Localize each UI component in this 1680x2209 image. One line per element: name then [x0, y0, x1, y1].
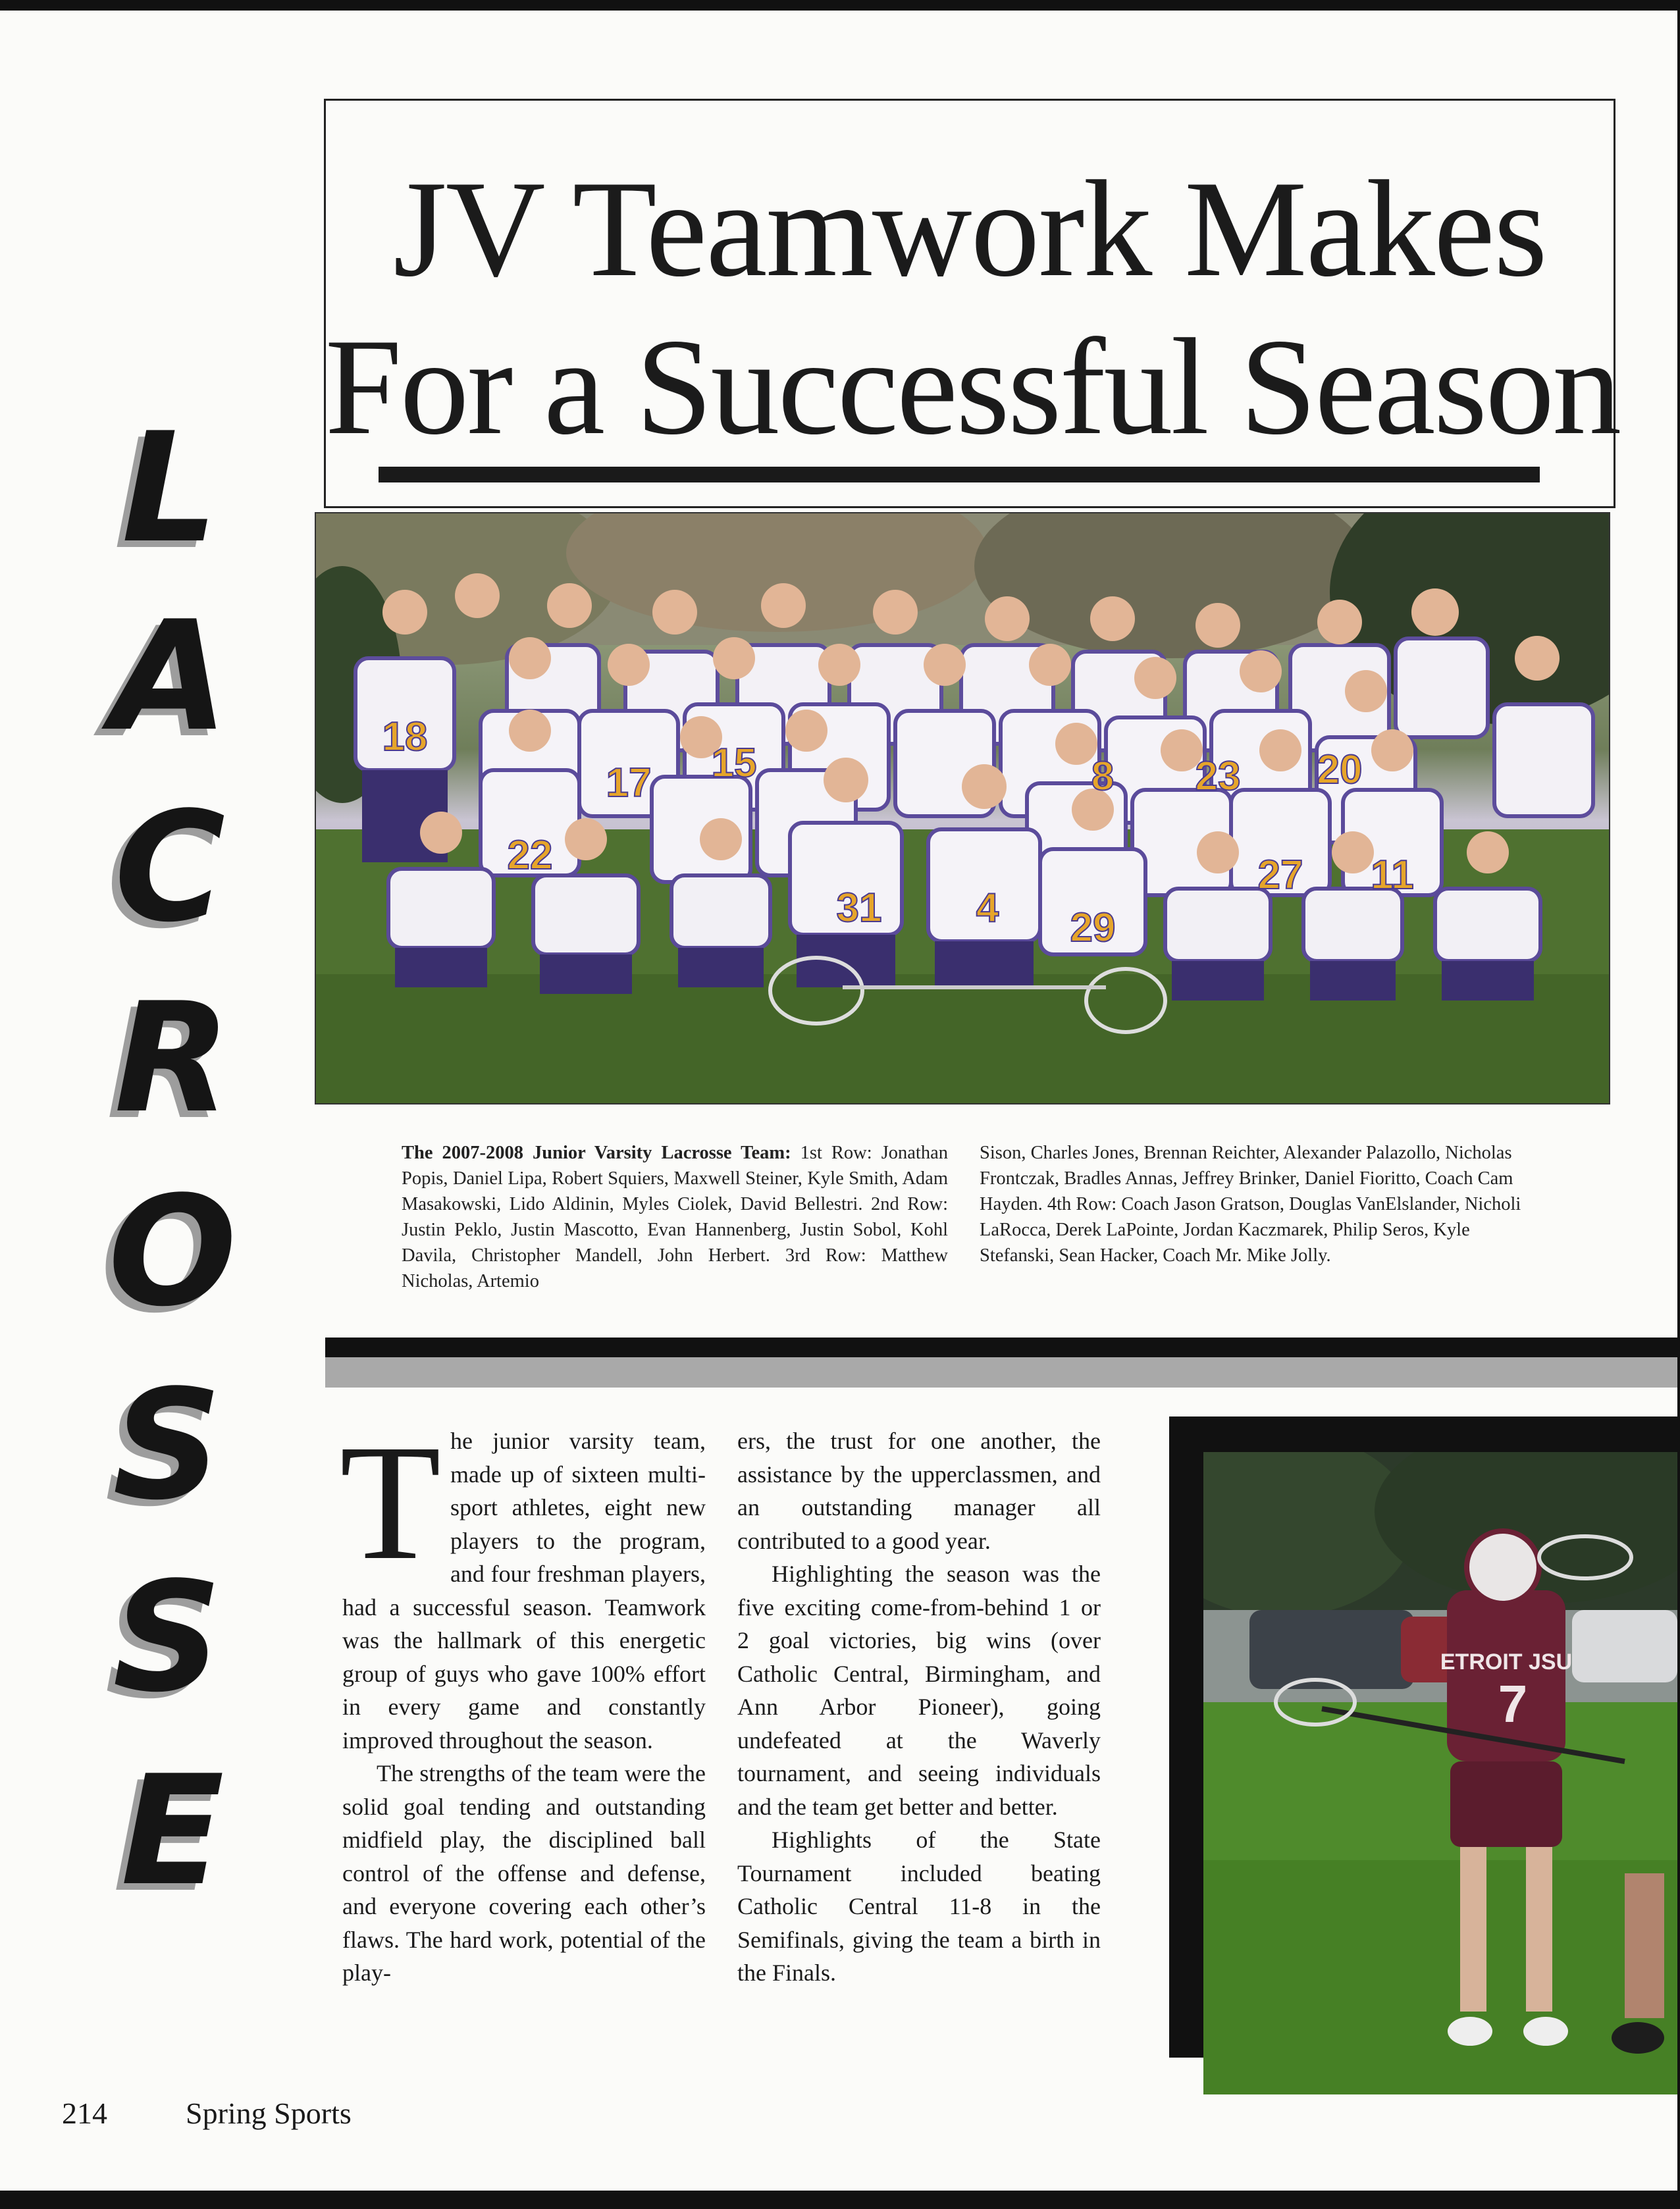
jersey-number-10: 4 — [976, 885, 999, 931]
jersey-number-7: 20 — [1317, 747, 1363, 793]
team-photo — [315, 512, 1610, 1104]
jersey-number-6: 23 — [1195, 754, 1241, 799]
section-label: Spring Sports — [186, 2096, 352, 2130]
jersey-number-12: 27 — [1257, 852, 1303, 898]
vertical-letter-3: C — [114, 780, 226, 956]
vertical-letter-4: R — [114, 971, 231, 1147]
vertical-letter-7: S — [113, 1550, 222, 1726]
page-title-line-1: JV Teamwork Makes — [393, 153, 1546, 305]
divider-bar-gray — [325, 1357, 1677, 1388]
jersey-number-5: 8 — [1091, 754, 1115, 799]
body-paragraph-2: The strengths of the team were the solid goal tending and outstanding midfield play, the disciplined ball control of the offense and defense, and everyone covering each other’s flaws. The hard work, potential of the play- — [342, 1760, 706, 1986]
body-column-1 — [340, 1410, 706, 1990]
photo-caption-left — [402, 1140, 948, 1294]
page-title-line-2: For a Successful Season — [325, 311, 1620, 463]
action-photo-illustration — [1203, 1452, 1677, 2094]
vertical-letter-8: E — [120, 1744, 224, 1919]
body-column-2 — [737, 1424, 1101, 1990]
vertical-letter-5: O — [108, 1164, 237, 1340]
photo-caption-right: Sison, Charles Jones, Brennan Reichter, Alexander Palazollo, Nicholas Frontczak, Bradles Annas, Jeffrey Brinker, Daniel Fioritto, Coach Cam Hayden. 4th Row: Coach Jason Gratson, Douglas VanElslander, Nicholi LaRocca, Derek LaPointe, Jordan Kaczmarek, Philip Seros, Kyle Stefanski, Sean Hacker, Coach Mr. Mike Jolly. — [980, 1143, 1521, 1266]
action-jersey-number: 7 — [1498, 1675, 1528, 1733]
vertical-letter-2: A — [111, 589, 228, 765]
caption-heading: The 2007-2008 Junior Varsity Lacrosse Team: — [402, 1143, 791, 1163]
vertical-letter-6: S — [113, 1358, 222, 1534]
jersey-number-1: 18 — [382, 714, 428, 760]
drop-cap: T — [340, 1410, 441, 1594]
body-paragraph-5: Highlights of the State Tournament included beating Catholic Central 11-8 in the Semifinals, giving the team a birth in the Finals. — [737, 1827, 1101, 1986]
title-underline — [379, 467, 1540, 482]
divider-bar-black — [325, 1338, 1677, 1357]
team-photo-illustration — [316, 513, 1610, 1104]
body-paragraph-1: he junior varsity team, made up of sixteen multi-sport athletes, eight new players to the program, and four freshman players, had a successful season. Teamwork was the hallmark of this energetic group of guys who gave 100% effort in every game and constantly improved throughout the season. — [342, 1428, 706, 1754]
jersey-number-3: 17 — [606, 760, 652, 806]
yearbook-page — [0, 11, 1677, 2191]
body-paragraph-4: Highlighting the season was the five exciting come-from-behind 1 or 2 goal victories, big wins (over Catholic Central, Birmingham, and Ann Arbor Pioneer), going undefeated at the Waverly tournament, and seeing individuals and the team get better and better. — [737, 1561, 1101, 1820]
body-paragraph-3: ers, the trust for one another, the assistance by the upperclassmen, and an outstanding manager all contributed to a good year. — [737, 1428, 1101, 1554]
caption-text-left: 1st Row: Jonathan Popis, Daniel Lipa, Robert Squiers, Maxwell Steiner, Kyle Smith, Adam Masakowski, Lido Aldinin, Myles Ciolek, David Bellestri. 2nd Row: Justin Peklo, Justin Mascotto, Evan Hannenberg, Justin Sobol, Kohl Davila, Christopher Mandell, John Herbert. 3rd Row: Matthew Nicholas, Artemio — [402, 1143, 949, 1291]
title-box — [324, 99, 1620, 508]
jersey-number-4: 15 — [711, 741, 757, 786]
vertical-letter-1: L — [121, 401, 219, 577]
action-photo — [1203, 1452, 1677, 2094]
page-number: 214 — [62, 2096, 107, 2130]
jersey-number-11: 29 — [1070, 905, 1116, 950]
action-jersey-text: ETROIT JSU — [1440, 1650, 1573, 1675]
jersey-number-13: 11 — [1371, 852, 1414, 898]
jersey-number-9: 31 — [836, 885, 882, 931]
jersey-number-2: 22 — [507, 833, 553, 878]
